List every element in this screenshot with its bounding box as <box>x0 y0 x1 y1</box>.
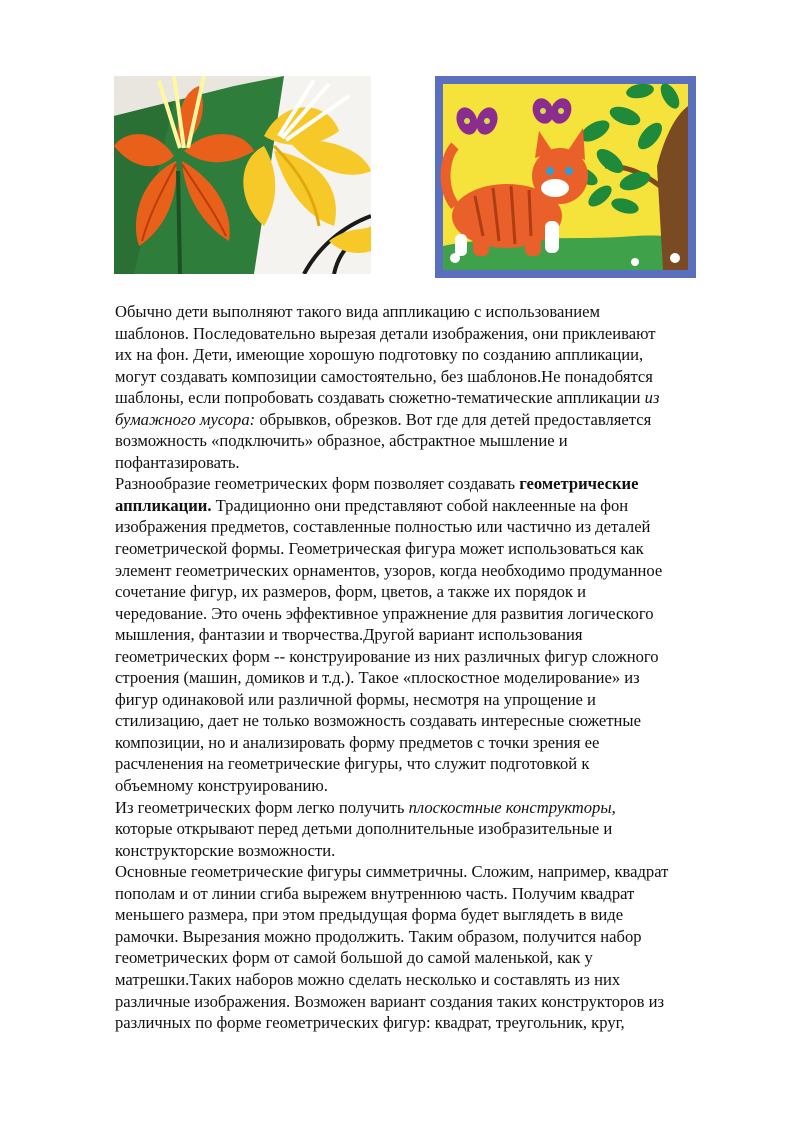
text-run: , <box>611 797 616 817</box>
text-line <box>115 689 755 711</box>
text-line <box>115 797 755 819</box>
text-line <box>115 775 755 797</box>
text-line <box>115 818 755 840</box>
text-run: объемному конструированию. <box>115 776 328 796</box>
text-run: различные изображения. Возможен вариант создания таких конструкторов из <box>115 991 665 1011</box>
text-run: шаблонов. Последовательно вырезая детали изображения, они приклеивают <box>115 323 656 343</box>
text-line <box>115 344 755 366</box>
text-run: мышления, фантазии и творчества.Другой вариант использования <box>115 625 583 645</box>
text-run: Традиционно они представляют собой наклеенные на фон <box>211 495 629 515</box>
text-line <box>115 473 755 495</box>
text-line <box>115 581 755 603</box>
text-run: геометрической формы. Геометрическая фигура может использоваться как <box>115 539 644 559</box>
text-run: которые открывают перед детьми дополнительные изобразительные и <box>115 819 613 839</box>
text-line <box>115 947 755 969</box>
text-line <box>115 1012 755 1034</box>
text-run: Разнообразие геометрических форм позволяет создавать <box>115 474 520 494</box>
text-line <box>115 366 755 388</box>
text-run: элемент геометрических орнаментов, узоров, когда необходимо продуманное <box>115 560 663 580</box>
text-run: стилизацию, дает не только возможность создавать интересные сюжетные <box>115 711 641 731</box>
text-line <box>115 409 755 431</box>
text-line <box>115 301 755 323</box>
italic-text: из <box>644 388 660 408</box>
text-line <box>115 495 755 517</box>
torn-paper-cat-photo <box>435 76 696 278</box>
text-line <box>115 624 755 646</box>
text-run: расчленения на геометрические фигуры, что служит подготовкой к <box>115 754 590 774</box>
text-line <box>115 387 755 409</box>
text-line <box>115 430 755 452</box>
text-line <box>115 840 755 862</box>
text-run: сочетание фигур, их размеров, форм, цветов, а также их порядок и <box>115 582 587 602</box>
text-line <box>115 904 755 926</box>
text-run: обрывков, обрезков. Вот где для детей предоставляется <box>255 409 652 429</box>
text-run: геометрических форм -- конструирование из них различных фигур сложного <box>115 646 659 666</box>
italic-text: плоскостные конструкторы <box>408 797 612 817</box>
text-line <box>115 560 755 582</box>
text-line <box>115 969 755 991</box>
text-run: пополам и от линии сгиба вырежем внутреннюю часть. Получим квадрат <box>115 883 635 903</box>
text-run: различных по форме геометрических фигур: квадрат, треугольник, круг, <box>115 1013 625 1033</box>
text-line <box>115 753 755 775</box>
text-line <box>115 926 755 948</box>
text-run: шаблоны, если попробовать создавать сюжетно-тематические аппликации <box>115 388 645 408</box>
text-line <box>115 603 755 625</box>
text-line <box>115 883 755 905</box>
text-run: Основные геометрические фигуры симметричны. Сложим, например, квадрат <box>115 862 669 882</box>
bold-text: аппликации. <box>115 495 212 515</box>
text-line <box>115 646 755 668</box>
text-line <box>115 516 755 538</box>
italic-text: бумажного мусора: <box>115 409 256 429</box>
text-run: меньшего размера, при этом предыдущая форма будет выглядеть в виде <box>115 905 624 925</box>
text-run: возможность «подключить» образное, абстрактное мышление и <box>115 431 568 451</box>
text-line <box>115 710 755 732</box>
text-line <box>115 667 755 689</box>
text-line <box>115 538 755 560</box>
text-run: пофантазировать. <box>115 452 240 472</box>
text-run: матрешки.Таких наборов можно сделать несколько и составлять из них <box>115 969 621 989</box>
paper-lily-flowers-photo <box>114 76 371 274</box>
text-run: геометрических форм от самой большой до самой маленькой, как у <box>115 948 593 968</box>
text-run: изображения предметов, составленные полностью или частично из деталей <box>115 517 651 537</box>
text-run: чередование. Это очень эффективное упражнение для развития логического <box>115 603 654 623</box>
text-run: фигур одинаковой или различной формы, несмотря на упрощение и <box>115 689 596 709</box>
text-line <box>115 323 755 345</box>
text-run: могут создавать композиции самостоятельно, без шаблонов.Не понадобятся <box>115 366 653 386</box>
text-run: их на фон. Дети, имеющие хорошую подготовку по созданию аппликации, <box>115 345 644 365</box>
text-run: рамочки. Вырезания можно продолжить. Таким образом, получится набор <box>115 926 642 946</box>
text-run: конструкторские возможности. <box>115 840 336 860</box>
text-line <box>115 732 755 754</box>
text-run: Обычно дети выполняют такого вида аппликацию с использованием <box>115 302 600 321</box>
text-run: Из геометрических форм легко получить <box>115 797 409 817</box>
text-line <box>115 452 755 474</box>
body-text <box>115 301 755 1034</box>
text-run: композиции, но и анализировать форму предметов с точки зрения ее <box>115 732 600 752</box>
text-run: строения (машин, домиков и т.д.). Такое «плоскостное моделирование» из <box>115 668 640 688</box>
bold-text: геометрические <box>519 474 639 494</box>
text-line <box>115 861 755 883</box>
text-line <box>115 991 755 1013</box>
